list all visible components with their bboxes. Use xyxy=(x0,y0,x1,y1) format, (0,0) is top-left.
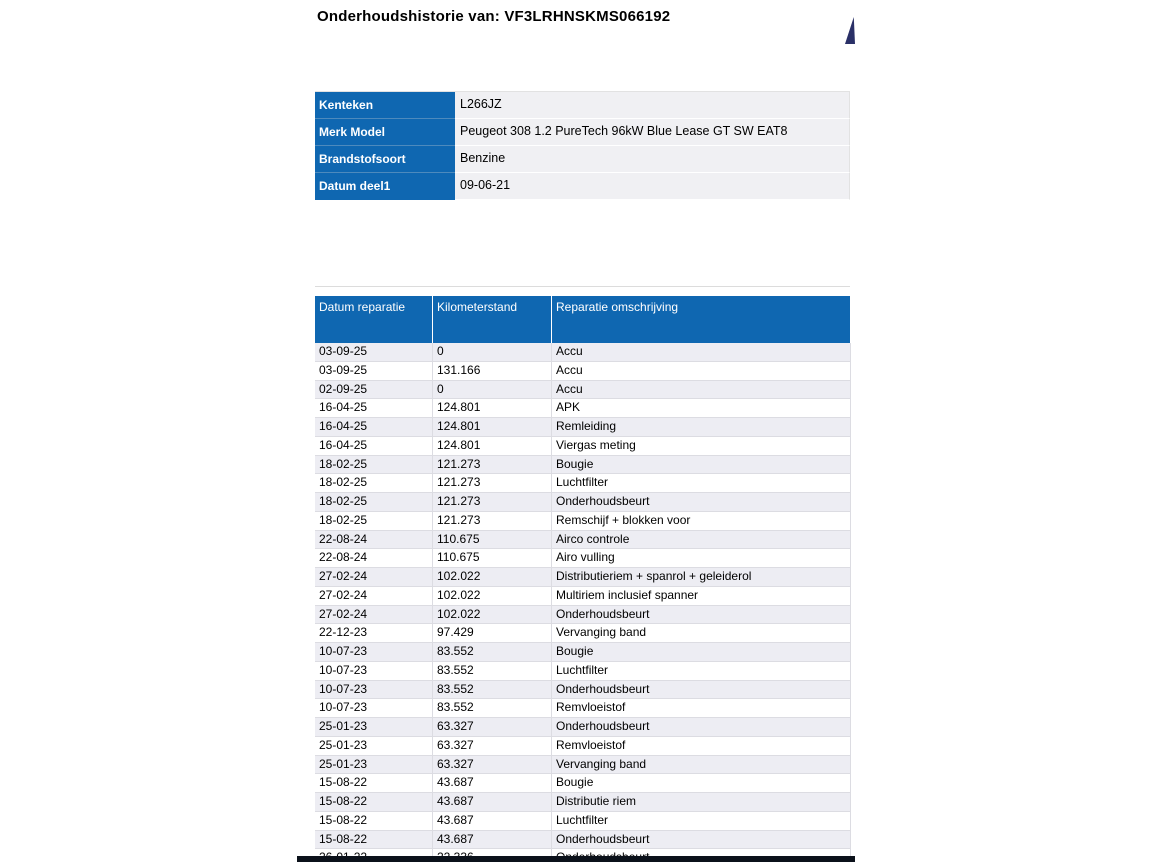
repair-date-cell: 27-02-24 xyxy=(315,606,433,624)
repair-description-cell: Accu xyxy=(556,344,583,358)
odometer-cell: 131.166 xyxy=(433,362,552,380)
table-row xyxy=(315,831,850,850)
maintenance-table-header xyxy=(315,296,850,343)
info-label: Brandstofsoort xyxy=(315,146,455,173)
table-row xyxy=(315,643,850,662)
repair-description-cell: Distributie riem xyxy=(556,794,637,808)
repair-description-cell: Vervanging band xyxy=(556,625,647,640)
repair-date-cell: 18-02-25 xyxy=(315,456,433,474)
table-row xyxy=(315,662,850,681)
repair-description-cell: Bougie xyxy=(556,456,594,471)
table-right-divider xyxy=(850,343,851,856)
table-row xyxy=(315,624,850,643)
table-row xyxy=(315,549,850,568)
odometer-cell: 43.687 xyxy=(433,774,552,792)
table-row xyxy=(315,756,850,775)
table-row xyxy=(315,737,850,756)
table-row xyxy=(315,606,850,625)
table-top-divider xyxy=(315,286,850,287)
repair-date-cell: 10-07-23 xyxy=(315,681,433,699)
table-row xyxy=(315,343,850,362)
odometer-cell: 124.801 xyxy=(433,399,552,417)
repair-description-cell: Onderhoudsbeurt xyxy=(556,719,650,733)
info-label: Kenteken xyxy=(315,92,455,119)
odometer-cell: 102.022 xyxy=(433,568,552,586)
table-row xyxy=(315,362,850,381)
info-value: Benzine xyxy=(455,146,850,173)
repair-date-cell: 18-02-25 xyxy=(315,493,433,511)
repair-date-cell: 16-04-25 xyxy=(315,399,433,417)
maintenance-table-body xyxy=(315,343,850,862)
info-row-brandstofsoort xyxy=(315,146,850,173)
repair-description-cell: Luchtfilter xyxy=(556,475,609,490)
table-row xyxy=(315,774,850,793)
repair-description-cell: Onderhoudsbeurt xyxy=(556,606,650,621)
repair-description-cell: Accu xyxy=(556,362,583,377)
repair-date-cell: 18-02-25 xyxy=(315,474,433,492)
odometer-cell: 121.273 xyxy=(433,493,552,511)
odometer-cell: 83.552 xyxy=(433,699,552,717)
repair-description-cell: Remleiding xyxy=(556,419,617,433)
odometer-cell: 83.552 xyxy=(433,643,552,661)
odometer-cell: 43.687 xyxy=(433,831,552,849)
column-header-reparatie-omschrijving: Reparatie omschrijving xyxy=(556,300,679,314)
repair-description-cell: Airco controle xyxy=(556,531,630,546)
repair-date-cell: 25-01-23 xyxy=(315,718,433,736)
odometer-cell: 43.687 xyxy=(433,793,552,811)
repair-description-cell: Accu xyxy=(556,381,583,396)
odometer-cell: 83.552 xyxy=(433,662,552,680)
repair-description-cell: Remvloeistof xyxy=(556,737,626,752)
odometer-cell: 121.273 xyxy=(433,512,552,530)
repair-description-cell: Distributieriem + spanrol + geleiderol xyxy=(556,569,752,583)
odometer-cell: 124.801 xyxy=(433,418,552,436)
info-value: L266JZ xyxy=(455,92,850,119)
table-row xyxy=(315,568,850,587)
odometer-cell: 63.327 xyxy=(433,756,552,774)
info-label: Datum deel1 xyxy=(315,173,455,200)
table-row xyxy=(315,381,850,400)
repair-date-cell: 25-01-23 xyxy=(315,737,433,755)
odometer-cell: 63.327 xyxy=(433,737,552,755)
odometer-cell: 102.022 xyxy=(433,587,552,605)
repair-description-cell: Remvloeistof xyxy=(556,700,626,715)
repair-date-cell: 10-07-23 xyxy=(315,699,433,717)
repair-description-cell: Remschijf + blokken voor xyxy=(556,512,691,527)
repair-description-cell: APK xyxy=(556,400,581,415)
bottom-bar xyxy=(297,856,855,862)
info-label: Merk Model xyxy=(315,119,455,146)
repair-date-cell: 16-04-25 xyxy=(315,418,433,436)
odometer-cell: 0 xyxy=(433,381,552,399)
repair-date-cell: 27-02-24 xyxy=(315,568,433,586)
table-row xyxy=(315,437,850,456)
table-row xyxy=(315,456,850,475)
odometer-cell: 0 xyxy=(433,343,552,361)
odometer-cell: 121.273 xyxy=(433,456,552,474)
repair-date-cell: 15-08-22 xyxy=(315,774,433,792)
repair-date-cell: 03-09-25 xyxy=(315,343,433,361)
table-row xyxy=(315,587,850,606)
repair-date-cell: 10-07-23 xyxy=(315,662,433,680)
info-value: Peugeot 308 1.2 PureTech 96kW Blue Lease GT SW EAT8 xyxy=(455,119,850,146)
repair-description-cell: Bougie xyxy=(556,644,594,658)
repair-description-cell: Airo vulling xyxy=(556,550,615,565)
repair-date-cell: 16-04-25 xyxy=(315,437,433,455)
table-row xyxy=(315,474,850,493)
column-header-kilometerstand: Kilometerstand xyxy=(433,296,552,343)
table-row xyxy=(315,531,850,550)
table-row xyxy=(315,718,850,737)
info-row-merk-model xyxy=(315,119,850,146)
repair-description-cell: Luchtfilter xyxy=(556,662,609,677)
repair-date-cell: 22-08-24 xyxy=(315,531,433,549)
odometer-cell: 110.675 xyxy=(433,549,552,567)
repair-description-cell: Onderhoudsbeurt xyxy=(556,494,650,508)
odometer-cell: 83.552 xyxy=(433,681,552,699)
repair-date-cell: 03-09-25 xyxy=(315,362,433,380)
info-row-datum-deel1 xyxy=(315,173,850,200)
table-row xyxy=(315,812,850,831)
logo-wedge-icon xyxy=(845,17,855,44)
repair-date-cell: 15-08-22 xyxy=(315,831,433,849)
repair-date-cell: 25-01-23 xyxy=(315,756,433,774)
info-value: 09-06-21 xyxy=(455,173,850,200)
repair-date-cell: 22-12-23 xyxy=(315,624,433,642)
odometer-cell: 124.801 xyxy=(433,437,552,455)
repair-date-cell: 15-08-22 xyxy=(315,812,433,830)
table-row xyxy=(315,699,850,718)
table-row xyxy=(315,793,850,812)
repair-date-cell: 18-02-25 xyxy=(315,512,433,530)
table-row xyxy=(315,512,850,531)
odometer-cell: 43.687 xyxy=(433,812,552,830)
repair-description-cell: Onderhoudsbeurt xyxy=(556,831,650,846)
page-title: Onderhoudshistorie van: VF3LRHNSKMS066192 xyxy=(317,8,671,25)
odometer-cell: 97.429 xyxy=(433,624,552,642)
odometer-cell: 110.675 xyxy=(433,531,552,549)
repair-date-cell: 15-08-22 xyxy=(315,793,433,811)
table-row xyxy=(315,418,850,437)
table-row xyxy=(315,493,850,512)
column-header-datum-reparatie: Datum reparatie xyxy=(315,296,433,343)
odometer-cell: 102.022 xyxy=(433,606,552,624)
repair-description-cell: Vervanging band xyxy=(556,756,647,771)
repair-description-cell: Onderhoudsbeurt xyxy=(556,681,650,696)
repair-description-cell: Viergas meting xyxy=(556,437,636,452)
odometer-cell: 121.273 xyxy=(433,474,552,492)
repair-description-cell: Luchtfilter xyxy=(556,812,609,827)
odometer-cell: 63.327 xyxy=(433,718,552,736)
repair-date-cell: 22-08-24 xyxy=(315,549,433,567)
table-row xyxy=(315,399,850,418)
repair-description-cell: Bougie xyxy=(556,775,594,790)
info-row-kenteken xyxy=(315,92,850,119)
repair-description-cell: Multiriem inclusief spanner xyxy=(556,587,699,602)
repair-date-cell: 02-09-25 xyxy=(315,381,433,399)
repair-date-cell: 10-07-23 xyxy=(315,643,433,661)
vehicle-info-table xyxy=(315,91,850,200)
repair-date-cell: 27-02-24 xyxy=(315,587,433,605)
table-row xyxy=(315,681,850,700)
